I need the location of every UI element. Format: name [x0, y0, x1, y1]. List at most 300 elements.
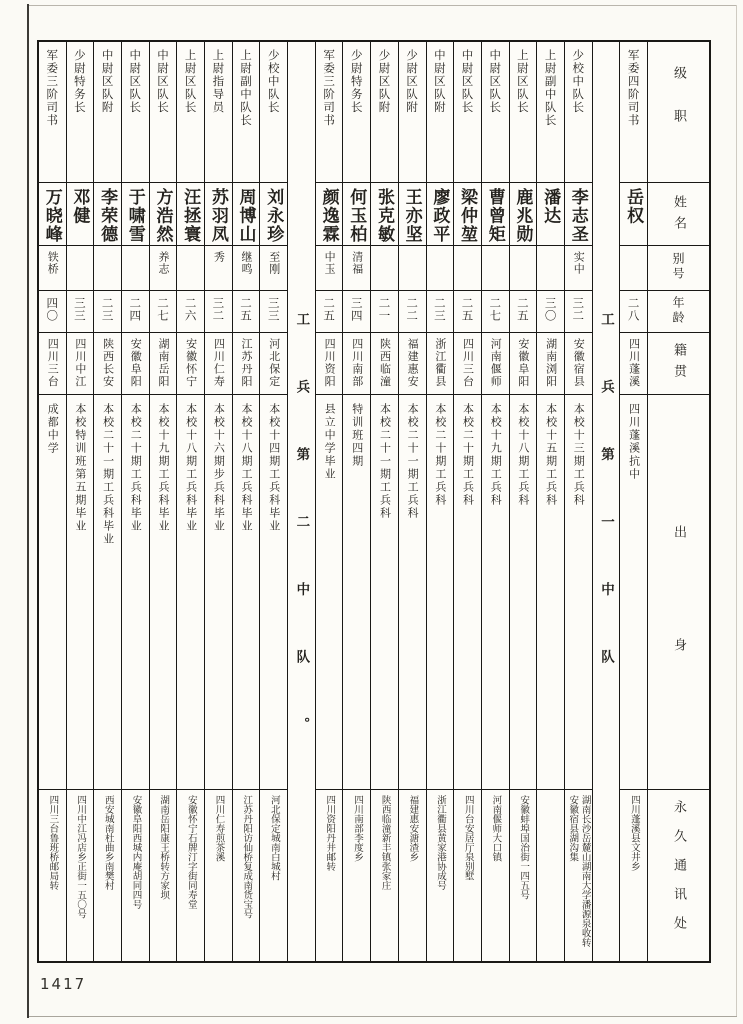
alias-text: 养志 [156, 251, 170, 275]
background-text: 本校二十期工兵科 [433, 403, 447, 507]
age-cell [620, 291, 647, 333]
age-text: 二八 [626, 297, 641, 322]
age-cell [94, 291, 121, 333]
address-line: 浙江衢县黄家港协成号 [435, 795, 447, 890]
age-text: 二一 [377, 297, 392, 322]
background-cell [510, 395, 537, 790]
field-label-text: 年龄 [671, 296, 685, 326]
section-title: 工兵第一中队 [597, 312, 614, 717]
background-text: 本校十八期工兵科毕业 [184, 403, 198, 533]
age-cell [39, 291, 66, 333]
origin-cell [205, 333, 232, 395]
alias-cell [316, 246, 343, 291]
age-cell [510, 291, 537, 333]
background-cell [537, 395, 564, 790]
address-line: 安徽蚌埠国治街一四五号 [518, 795, 530, 900]
page-number: 1417 [40, 975, 87, 993]
address-cell [343, 790, 370, 961]
background-text: 本校二十期工兵科毕业 [129, 403, 143, 533]
origin-cell [67, 333, 94, 395]
field-label-text: 籍贯 [671, 343, 686, 385]
origin-text: 四川资阳 [323, 338, 337, 388]
name-text: 潘达 [540, 188, 561, 225]
rank-cell [122, 42, 149, 183]
origin-text: 四川三台 [46, 338, 60, 388]
field-label-age [648, 291, 709, 333]
rank-text: 中尉区队长 [460, 49, 475, 114]
address-line: 四川台安居厅泉别墅 [462, 795, 474, 881]
rank-text: 少尉区队附 [405, 49, 420, 114]
address-text [517, 790, 529, 961]
background-cell [316, 395, 343, 790]
background-cell [620, 395, 647, 790]
alias-cell [427, 246, 454, 291]
person-column [259, 42, 287, 961]
name-cell [565, 183, 592, 246]
name-cell [67, 183, 94, 246]
address-text [378, 790, 390, 961]
alias-cell [565, 246, 592, 291]
name-cell [177, 183, 204, 246]
rank-cell [260, 42, 287, 183]
rank-cell [371, 42, 398, 183]
address-line: 安徽怀宁石牌汀字街同寿堂 [185, 795, 197, 909]
background-text: 四川蓬溪抗中 [627, 403, 641, 481]
age-cell [343, 291, 370, 333]
person-column [342, 42, 370, 961]
section-column [287, 42, 315, 961]
background-text: 本校十九期工兵科毕业 [156, 403, 170, 533]
person-column [481, 42, 509, 961]
name-cell [399, 183, 426, 246]
address-line: 西安城南杜曲乡南樊村 [102, 795, 114, 890]
rank-cell [150, 42, 177, 183]
background-cell [233, 395, 260, 790]
person-column [370, 42, 398, 961]
name-text: 于啸雪 [124, 188, 145, 244]
name-text: 王亦坚 [401, 188, 422, 244]
address-cell [260, 790, 287, 961]
rank-text: 中尉区队长 [128, 49, 143, 114]
background-cell [177, 395, 204, 790]
origin-cell [316, 333, 343, 395]
alias-text: 实中 [572, 251, 586, 275]
name-text: 曹曾矩 [484, 188, 505, 244]
address-text [240, 790, 252, 961]
scan-edge-left [27, 4, 29, 1018]
alias-cell [537, 246, 564, 291]
rank-text: 上尉区队长 [183, 49, 198, 114]
background-text: 本校十六期步兵科毕业 [212, 403, 226, 533]
name-cell [316, 183, 343, 246]
background-text: 县立中学毕业 [323, 403, 337, 481]
background-cell [343, 395, 370, 790]
age-cell [177, 291, 204, 333]
rank-text: 少尉区队附 [377, 49, 392, 114]
rank-text: 上尉区队长 [515, 49, 530, 114]
address-line: 福建惠安溏渣乡 [407, 795, 419, 862]
address-text [489, 790, 501, 961]
name-text: 刘永珍 [263, 188, 284, 244]
address-line: 陕西临潼新丰镇张家庄 [379, 795, 391, 890]
rank-text: 军委三阶司书 [45, 49, 60, 127]
name-cell [537, 183, 564, 246]
age-text: 二三 [432, 297, 447, 322]
rank-text: 中尉区队附 [432, 49, 447, 114]
origin-text: 四川仁寿 [212, 338, 226, 388]
origin-text: 四川三台 [461, 338, 475, 388]
name-text: 周博山 [235, 188, 256, 244]
name-cell [150, 183, 177, 246]
section-column [592, 42, 620, 961]
section-title: 工兵第二中队。 [293, 312, 310, 785]
address-line: 安徽宿县湖沟集 [567, 795, 579, 862]
address-text [101, 790, 113, 961]
address-cell [150, 790, 177, 961]
rank-cell [343, 42, 370, 183]
background-text: 本校十三期工兵科 [572, 403, 586, 507]
origin-text: 福建惠安 [406, 338, 420, 388]
name-cell [510, 183, 537, 246]
age-cell [537, 291, 564, 333]
alias-cell [260, 246, 287, 291]
address-line: 四川中江冯店乡正街一五〇号 [75, 795, 87, 919]
age-text: 三四 [349, 297, 364, 322]
origin-text: 浙江衢县 [433, 338, 447, 388]
alias-text: 清福 [350, 251, 364, 275]
address-line: 江苏丹阳访仙桥复成南货宝号 [241, 795, 253, 919]
address-cell [454, 790, 481, 961]
age-text: 二四 [128, 297, 143, 322]
address-line: 四川仁寿煎茶溪 [213, 795, 225, 862]
name-text: 邓健 [69, 188, 90, 225]
origin-text: 安徽阜阳 [129, 338, 143, 388]
person-column [121, 42, 149, 961]
address-cell [205, 790, 232, 961]
origin-text: 四川中江 [73, 338, 87, 388]
rank-text: 中尉区队附 [100, 49, 115, 114]
person-column [398, 42, 426, 961]
field-label-background [648, 395, 709, 790]
rank-cell [67, 42, 94, 183]
scan-edge-top [29, 5, 737, 6]
address-line: 河北保定城南白城村 [268, 795, 280, 881]
name-cell [205, 183, 232, 246]
age-text: 三二 [571, 297, 586, 322]
age-cell [260, 291, 287, 333]
age-cell [565, 291, 592, 333]
name-text: 廖政平 [429, 188, 450, 244]
name-text: 汪拯寰 [180, 188, 201, 244]
origin-cell [565, 333, 592, 395]
address-text [157, 790, 169, 961]
address-cell [399, 790, 426, 961]
person-column [93, 42, 121, 961]
age-text: 二六 [183, 297, 198, 322]
name-text: 李志圣 [567, 188, 588, 244]
origin-cell [94, 333, 121, 395]
rank-cell [482, 42, 509, 183]
rank-cell [510, 42, 537, 183]
person-column [509, 42, 537, 961]
background-cell [482, 395, 509, 790]
background-text: 本校特训班第五期毕业 [73, 403, 87, 533]
age-cell [122, 291, 149, 333]
origin-text: 江苏丹阳 [240, 338, 254, 388]
origin-cell [482, 333, 509, 395]
rank-text: 少校中队长 [266, 49, 281, 114]
rank-cell [427, 42, 454, 183]
field-label-name [648, 183, 709, 246]
address-cell [371, 790, 398, 961]
address-text [184, 790, 196, 961]
field-label-text: 永久通讯处 [671, 800, 686, 945]
alias-cell [233, 246, 260, 291]
scan-edge-right [736, 5, 737, 1017]
person-column [66, 42, 94, 961]
address-cell [67, 790, 94, 961]
alias-text: 秀 [212, 251, 226, 263]
address-cell [316, 790, 343, 961]
address-cell [482, 790, 509, 961]
origin-cell [233, 333, 260, 395]
address-text [129, 790, 141, 961]
alias-cell [39, 246, 66, 291]
address-cell [537, 790, 564, 961]
person-column [232, 42, 260, 961]
origin-cell [260, 333, 287, 395]
address-cell [122, 790, 149, 961]
field-label-rank [648, 42, 709, 183]
name-text: 方浩然 [152, 188, 173, 244]
rank-cell [454, 42, 481, 183]
origin-text: 安徽阜阳 [516, 338, 530, 388]
name-cell [94, 183, 121, 246]
field-label-text: 姓名 [671, 195, 686, 237]
address-line: 安徽阜阳西城内庵胡同四号 [130, 795, 142, 909]
address-cell [233, 790, 260, 961]
origin-cell [39, 333, 66, 395]
rank-cell [399, 42, 426, 183]
background-cell [260, 395, 287, 790]
age-cell [150, 291, 177, 333]
age-text: 二五 [460, 297, 475, 322]
age-cell [205, 291, 232, 333]
alias-cell [150, 246, 177, 291]
alias-cell [94, 246, 121, 291]
field-label-origin [648, 333, 709, 395]
address-line: 四川蓬溪县文井乡 [628, 795, 640, 871]
background-text: 本校二十一期工兵科 [406, 403, 420, 520]
rank-text: 少校中队长 [571, 49, 586, 114]
person-column [564, 42, 592, 961]
alias-text: 中玉 [323, 251, 337, 275]
name-text: 何玉柏 [346, 188, 367, 244]
alias-cell [399, 246, 426, 291]
address-text [212, 790, 224, 961]
person-column [204, 42, 232, 961]
address-cell [510, 790, 537, 961]
rank-cell [177, 42, 204, 183]
address-text [351, 790, 363, 961]
age-cell [371, 291, 398, 333]
age-text: 二五 [239, 297, 254, 322]
origin-cell [427, 333, 454, 395]
origin-text: 四川蓬溪 [627, 338, 641, 388]
roster-table [37, 40, 711, 963]
origin-text: 河南偃师 [489, 338, 503, 388]
person-column [315, 42, 343, 961]
name-text: 岳权 [623, 188, 644, 225]
background-cell [39, 395, 66, 790]
name-cell [620, 183, 647, 246]
alias-cell [482, 246, 509, 291]
rank-text: 少尉特务长 [72, 49, 87, 114]
age-text: 二三 [100, 297, 115, 322]
field-labels-column [647, 42, 709, 961]
address-text [46, 790, 58, 961]
alias-cell [177, 246, 204, 291]
age-cell [316, 291, 343, 333]
rank-cell [565, 42, 592, 183]
age-text: 三二 [211, 297, 226, 322]
address-line: 湖南岳阳康王桥转方家坝 [158, 795, 170, 900]
address-text [406, 790, 418, 961]
name-text: 李荣德 [97, 188, 118, 244]
alias-cell [67, 246, 94, 291]
origin-cell [122, 333, 149, 395]
alias-text: 至刚 [267, 251, 281, 275]
name-cell [233, 183, 260, 246]
rank-cell [233, 42, 260, 183]
background-cell [122, 395, 149, 790]
address-line: 四川南部李度乡 [351, 795, 363, 862]
alias-text: 铁桥 [46, 251, 60, 275]
background-text: 本校二十一期工兵科毕业 [101, 403, 115, 546]
alias-cell [454, 246, 481, 291]
name-text: 颜逸霖 [318, 188, 339, 244]
origin-text: 安徽宿县 [572, 338, 586, 388]
background-cell [67, 395, 94, 790]
alias-cell [510, 246, 537, 291]
background-cell [371, 395, 398, 790]
person-column [426, 42, 454, 961]
origin-text: 四川南部 [350, 338, 364, 388]
background-cell [454, 395, 481, 790]
alias-cell [122, 246, 149, 291]
person-column [453, 42, 481, 961]
background-cell [205, 395, 232, 790]
origin-cell [371, 333, 398, 395]
name-cell [343, 183, 370, 246]
name-text: 张克敏 [373, 188, 394, 244]
origin-cell [399, 333, 426, 395]
field-label-text: 别号 [671, 252, 685, 282]
address-line: 河南偃师大口镇 [490, 795, 502, 862]
rank-cell [537, 42, 564, 183]
name-text: 苏羽凤 [207, 188, 228, 244]
age-text: 二二 [405, 297, 420, 322]
background-cell [399, 395, 426, 790]
rank-text: 上尉副中队长 [543, 49, 558, 127]
origin-cell [177, 333, 204, 395]
rank-cell [316, 42, 343, 183]
name-cell [260, 183, 287, 246]
age-text: 三三 [266, 297, 281, 322]
origin-cell [510, 333, 537, 395]
address-cell [177, 790, 204, 961]
background-text: 本校二十期工兵科 [461, 403, 475, 507]
alias-cell [620, 246, 647, 291]
person-column [176, 42, 204, 961]
rank-cell [39, 42, 66, 183]
origin-text: 湖南浏阳 [544, 338, 558, 388]
origin-text: 安徽怀宁 [184, 338, 198, 388]
background-text: 本校十五期工兵科 [544, 403, 558, 507]
field-label-address [648, 790, 709, 961]
background-cell [94, 395, 121, 790]
rank-text: 军委四阶司书 [626, 49, 641, 127]
address-text [627, 790, 639, 961]
person-column [39, 42, 66, 961]
rank-text: 中尉区队长 [488, 49, 503, 114]
address-text [323, 790, 335, 961]
alias-text: 继鸣 [240, 251, 254, 275]
field-label-text: 出身 [671, 525, 686, 751]
rank-text: 中尉区队长 [155, 49, 170, 114]
address-cell [39, 790, 66, 961]
age-text: 三三 [72, 297, 87, 322]
address-text [268, 790, 280, 961]
rank-cell [205, 42, 232, 183]
age-cell [482, 291, 509, 333]
age-cell [454, 291, 481, 333]
origin-cell [454, 333, 481, 395]
rank-cell [620, 42, 647, 183]
origin-text: 河北保定 [267, 338, 281, 388]
age-text: 二五 [322, 297, 337, 322]
age-cell [67, 291, 94, 333]
background-text: 本校十八期工兵科 [516, 403, 530, 507]
address-line: 四川三台鲁班桥邮局转 [47, 795, 59, 890]
age-text: 三〇 [543, 297, 558, 322]
background-text: 本校十九期工兵科 [489, 403, 503, 507]
background-cell [150, 395, 177, 790]
name-text: 梁仲堃 [457, 188, 478, 244]
field-label-text: 级职 [671, 66, 686, 152]
age-text: 二五 [515, 297, 530, 322]
name-cell [371, 183, 398, 246]
rank-text: 上尉副中队长 [239, 49, 254, 127]
alias-cell [343, 246, 370, 291]
background-text: 本校十四期工兵科毕业 [267, 403, 281, 533]
name-text: 鹿兆勋 [512, 188, 533, 244]
background-text: 特训班四期 [350, 403, 364, 468]
name-cell [39, 183, 66, 246]
address-line: 湖南长沙岳麓山湖南大学潘源泉收转 [579, 795, 591, 947]
origin-cell [343, 333, 370, 395]
address-cell [565, 790, 592, 961]
name-cell [122, 183, 149, 246]
rank-text: 军委三阶司书 [322, 49, 337, 127]
age-text: 四〇 [45, 297, 60, 322]
age-cell [427, 291, 454, 333]
age-cell [399, 291, 426, 333]
background-text: 本校十八期工兵科毕业 [240, 403, 254, 533]
name-text: 万晓峰 [41, 188, 62, 244]
name-cell [454, 183, 481, 246]
address-text [434, 790, 446, 961]
